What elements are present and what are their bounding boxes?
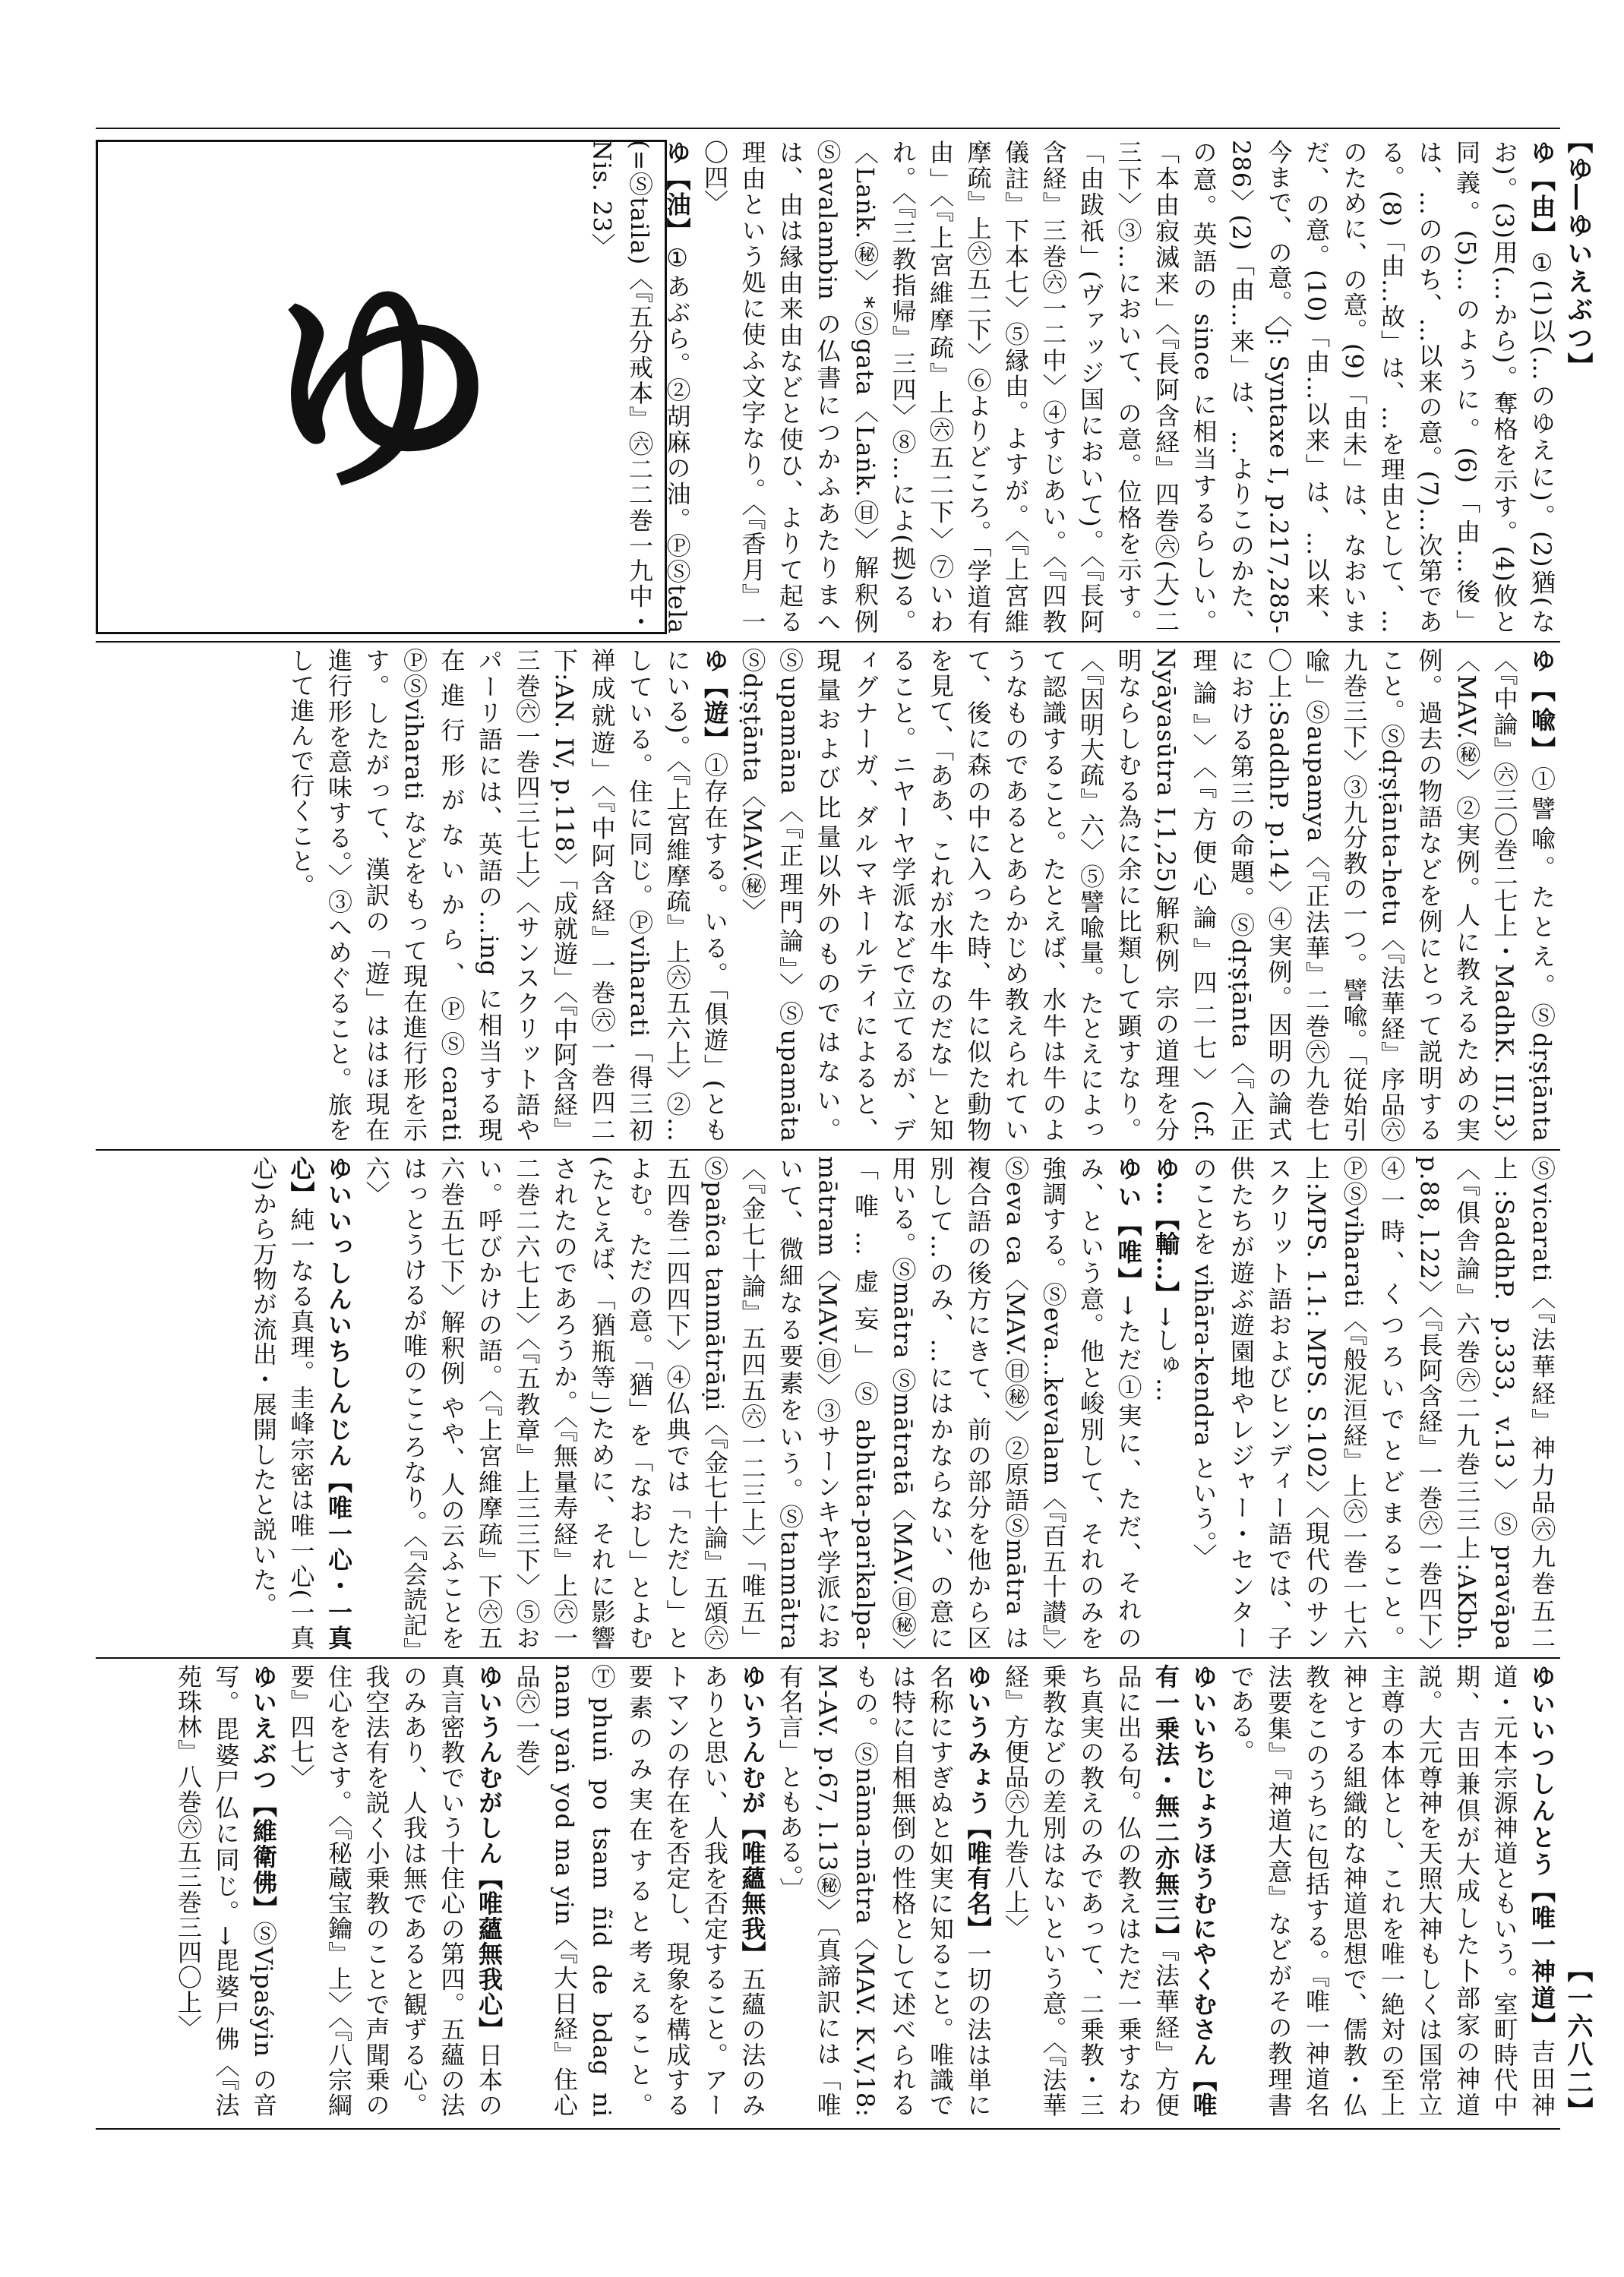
entry-body: ①譬喩。たとえ。Ⓢdṛṣṭānta〈『中論』㊅三〇巻二七上・MadhK. III,3〉〈MAV.㊙〉②実例。人に教えるための実例。過去の物語などを例にとって説明すること。Ⓢdṛṣṭānta-hetu〈『法華経』序品㊅九巻三下〉③九分教の一つ。譬喩。「従始引喩」Ⓢaupamya〈『正法華』二巻㊅九巻七〇上:SaddhP. p.14〉④実例。因明の論式における第三の命題。Ⓢdṛṣṭānta〈『入正理論』〉〈『方便心論』四二七〉(cf. Nyāyasūtra I,1,25)解釈例 宗の道理を分明ならしむる為に余に比類して顕すなり。〈『因明大疏』六〉⑤譬喩量。たとえによって認識すること。たとえば、水牛は牛のようなものであるとあらかじめ教えられていて、後に森の中に入った時、牛に似た動物を見て、「ああ、これが水牛なのだな」と知ること。ニヤーヤ学派などで立てるが、ディグナーガ、ダルマキールティによると、現量および比量以外のものではない。Ⓢupamāna〈『正理門論』〉Ⓢupamāta Ⓢdṛṣṭānta〈MAV.㊙〉 (738, 648, 1556, 1143)
band-1-column (587, 140, 1560, 635)
band-3 (96, 1156, 1560, 1650)
running-head-text: 【ゆ―ゆいえぶつ】 (1562, 128, 1593, 381)
band-divider (96, 1657, 1560, 1659)
entry-body: ①あぶら。②胡麻の油。ⓅⓈtela (=Ⓢtaila)〈『五分戒本』㊅二二巻一九中・Nis. 23〉 (587, 140, 692, 635)
entry-yu-yoshi (696, 140, 1561, 634)
headword: ゆいうみょう【唯有名】 (963, 1664, 993, 1941)
headword: ゆ【油】 (662, 140, 692, 244)
entry-body: 吉田神道・元本宗源神道ともいう。室町時代中期、吉田兼倶が大成した卜部家の神道説。大元尊神を天照大神もしくは国常立主尊の本体とし、これを唯一絶対の至上神とする組織的な神道思想で、儒教・仏教をこのうちに包括する。『唯一神道名法要集』『神道大意』などがその教理書である。 (1227, 1664, 1556, 2118)
page-frame (96, 128, 1560, 2130)
band-2-column (96, 648, 1560, 1142)
entry-body: →ただ①実に、ただ、それのみ、という意。他と峻別して、それのみを強調する。Ⓢeva…kevalam〈『百五十讃』〉Ⓢeva ca〈MAV.㊐㊙〉②原語Ⓢmātra は複合語の後方にきて、前の部分を他から区別して…のみ、…にはかならない、の意に用いる。Ⓢmātra Ⓢmātratā〈MAV.㊐㊙〉「唯…虚妄」Ⓢabhūta-parikalpa-mātram〈MAV.㊐〉③サーンキヤ学派において、微細なる要素をいう。Ⓢtanmātra〈『金七十論』五四五㊅一二三上〉「唯五」Ⓢpañca tanmātrāṇi〈『金七十論』五頌㊅五四巻二四四下〉④仏典では「ただし」とよむ。ただの意。「猶」を「なおし」とよむ(たとえば、「猶瓶等」)ために、それに影響されたのであろうか。〈『無量寿経』上㊅一二巻二六七上〉〈『五教章』上三三下〉⑤おい。呼びかけの語。〈『上宮維摩疏』下㊅五六巻五七下〉解釈例 やや、人の云ふことをはっとうけるが唯のこころなり。〈『会読記』六〉 (362, 1156, 1143, 1651)
kana-heading: ゆ (267, 252, 495, 521)
kana-section-box (96, 140, 667, 634)
entry-yuiunmuga (507, 1664, 771, 2118)
entry-body: →しゅ… (1152, 1306, 1180, 1403)
entry-body: Ⓢvicarati〈『法華経』神力品㊅九巻五二上:SaddhP. p.333, v.13〉Ⓢpravāpa〈『俱舎論』六巻㊅二九巻三三上:AKbh. p.88, l.22〉〈『長阿含経』一巻㊅一巻四下〉④一時、くつろいでとどまること。ⓅⓈviharati〈『般泥洹経』上㊅一巻一七六上:MPS. 1.1: MPS. S.102〉〈現代のサンスクリット語およびヒンディー語では、子供たちが遊ぶ遊園地やレジャー・センターのことを vihāra-kendra という。〉 (1189, 1156, 1556, 1650)
entry-body: ⓈVipaśyin の音写。毘婆尸仏に同じ。→毘婆尸佛〈『法苑珠林』八巻㊅五三巻三四〇上〉 (174, 1664, 278, 2118)
entry-yuiitsu-shinto (1222, 1664, 1561, 2118)
entry-body: ①(1)以(…のゆえに)。(2)猶(なお)。(3)用(…から)。奪格を示す。(4)攸と同義。(5)…のように。(6)「由…後」は、…ののち、…以来の意。(7)…次第である。(8)「由…故」は、…を理由として、…のために、の意。(9)「由未」は、なおいまだ、の意。(10)「由…以来」は、…以来、今まで、の意。〈J: Syntaxe I, p.217,285-286〉(2)「由…来」は、…よりこのかた、の意。英語の since に相当するらしい。「本由寂滅来」〈『長阿含経』四巻㊅(大)二三下〉③…において、の意。位格を示す。「由跋祇」(ヴァッジ国において)。〈『長阿含経』三巻㊅一二中〉④すじあい。〈『四教儀註』下本七〉⑤縁由。よすが。〈『上宮維摩疏』上㊅五二下〉⑥よりどころ。「学道有由」〈『上宮維摩疏』上㊅五二下〉⑦いわれ。〈『三教指帰』三四〉⑧…によ(拠)る。〈Laṅk.㊙〉*Ⓢgata〈Laṅk.㊐〉解釈例 Ⓢavalambin の仏書につかふあたりまへは、由は縁由来由などと使ひ、よりて起る理由という処に使ふ文字なり。〈『香月』一〇四〉 (700, 140, 1556, 635)
headword: ゆい【唯】 (1114, 1156, 1143, 1296)
entry-yuiumyo (771, 1664, 997, 2118)
band-3-column (96, 1156, 1560, 1650)
page-number: 【一六八二】 (1562, 1956, 1593, 2125)
headword: ゆいいっしんいちしんじん【唯一心・一真心】 (286, 1156, 353, 1650)
entry-yuiisshin (245, 1156, 358, 1650)
entry-body: ①存在する。いる。「俱遊」(ともにいる)。〈『上宮維摩疏』上㊅五六上〉②…している。住に同じ。Ⓟviharati「得三初禅成就遊」〈『中阿含経』一巻㊅一巻四二下:AN. IV, p.118〉「成就遊」〈『中阿含経』三巻㊅一巻四三七上〉〈サンスクリット語やパーリ語には、英語の…ing に相当する現在進行形がないから、ⓅⓈcarati ⓅⓈviharati などをもって現在進行形を示す。したがって、漢訳の「遊」ははほ現在進行形を意味する。〉③へめぐること。旅をして進んで行くこと。 (286, 648, 729, 1143)
band-1 (96, 140, 1560, 634)
band-4 (96, 1664, 1560, 2118)
headword: ゆ【由】 (1528, 140, 1556, 248)
entry-yuiunmugashin (282, 1664, 507, 2118)
band-2 (96, 648, 1560, 1142)
headword: ゆいいちじょうほうむにやくむさん【唯有一乗法・無二亦無三】 (1152, 1664, 1218, 2118)
entry-body: 純一なる真理。圭峰宗密は唯一心(一真心)から万物が流出・展開したと説いた。 (249, 1156, 316, 1651)
entry-yu-tatoe (733, 648, 1560, 1142)
headword: ゆいえぶつ【維衛佛】 (249, 1664, 278, 1922)
entry-body: 日本の真言密教でいう十住心の第四。五蘊の法のみあり、人我は無であると観ずる心。我空法有を説く小乗教のことで声聞乗の住心をさす。〈『秘蔵宝鑰』上〉〈『八宗綱要』四七〉 (286, 1664, 504, 2118)
entry-yuiebutsu (169, 1664, 283, 2118)
band-divider (96, 641, 1560, 643)
headword: ゆいうんむが【唯蘊無我】 (738, 1664, 767, 1967)
entry-yu-asobi-cont (1184, 1156, 1560, 1650)
band-4-column (96, 1664, 1560, 2118)
headword: ゆ【遊】 (700, 648, 729, 753)
entry-body: 一切の法は単に名称にすぎぬと如実に知ること。唯識では特に自相無倒の性格として述べられるもの。Ⓢnāma-mātra〈MAV. K.V,18: M-AV. p.67, l.13㊙〉〔真諦訳には「唯有名言」ともある。〕 (776, 1664, 993, 2118)
entry-yui (357, 1156, 1147, 1650)
entry-body: 五蘊の法のみありと思い、人我を否定すること。アートマンの存在を否定し、現象を構成する要素のみ実在すると考えること。Ⓣphuṅ po tsam ñid de bdag ni nam yaṅ yod ma yin〈『大日経』住心品㊅一巻〉 (512, 1664, 767, 2118)
headword: ゆいいつしんとう【唯一神道】 (1528, 1664, 1556, 2039)
headword: ゆいうんむがしん【唯蘊無我心】 (475, 1664, 504, 2042)
running-header (1563, 128, 1600, 2125)
entry-body: 『法華経』方便品に出る句。仏の教えはただ一乗すなわち真実の教えのみであって、二乗教・三乗教などの差別はないという意。〈『法華経』方便品㊅九巻八上〉 (1001, 1664, 1180, 2118)
headword: ゆ【喩】 (1528, 648, 1556, 766)
entry-yuiichijo (997, 1664, 1222, 2118)
headword: ゆ…【輸…】 (1152, 1156, 1180, 1306)
band-divider (96, 1149, 1560, 1151)
entry-yu-shu (1147, 1156, 1185, 1650)
entry-yu-asobi (282, 648, 733, 1142)
